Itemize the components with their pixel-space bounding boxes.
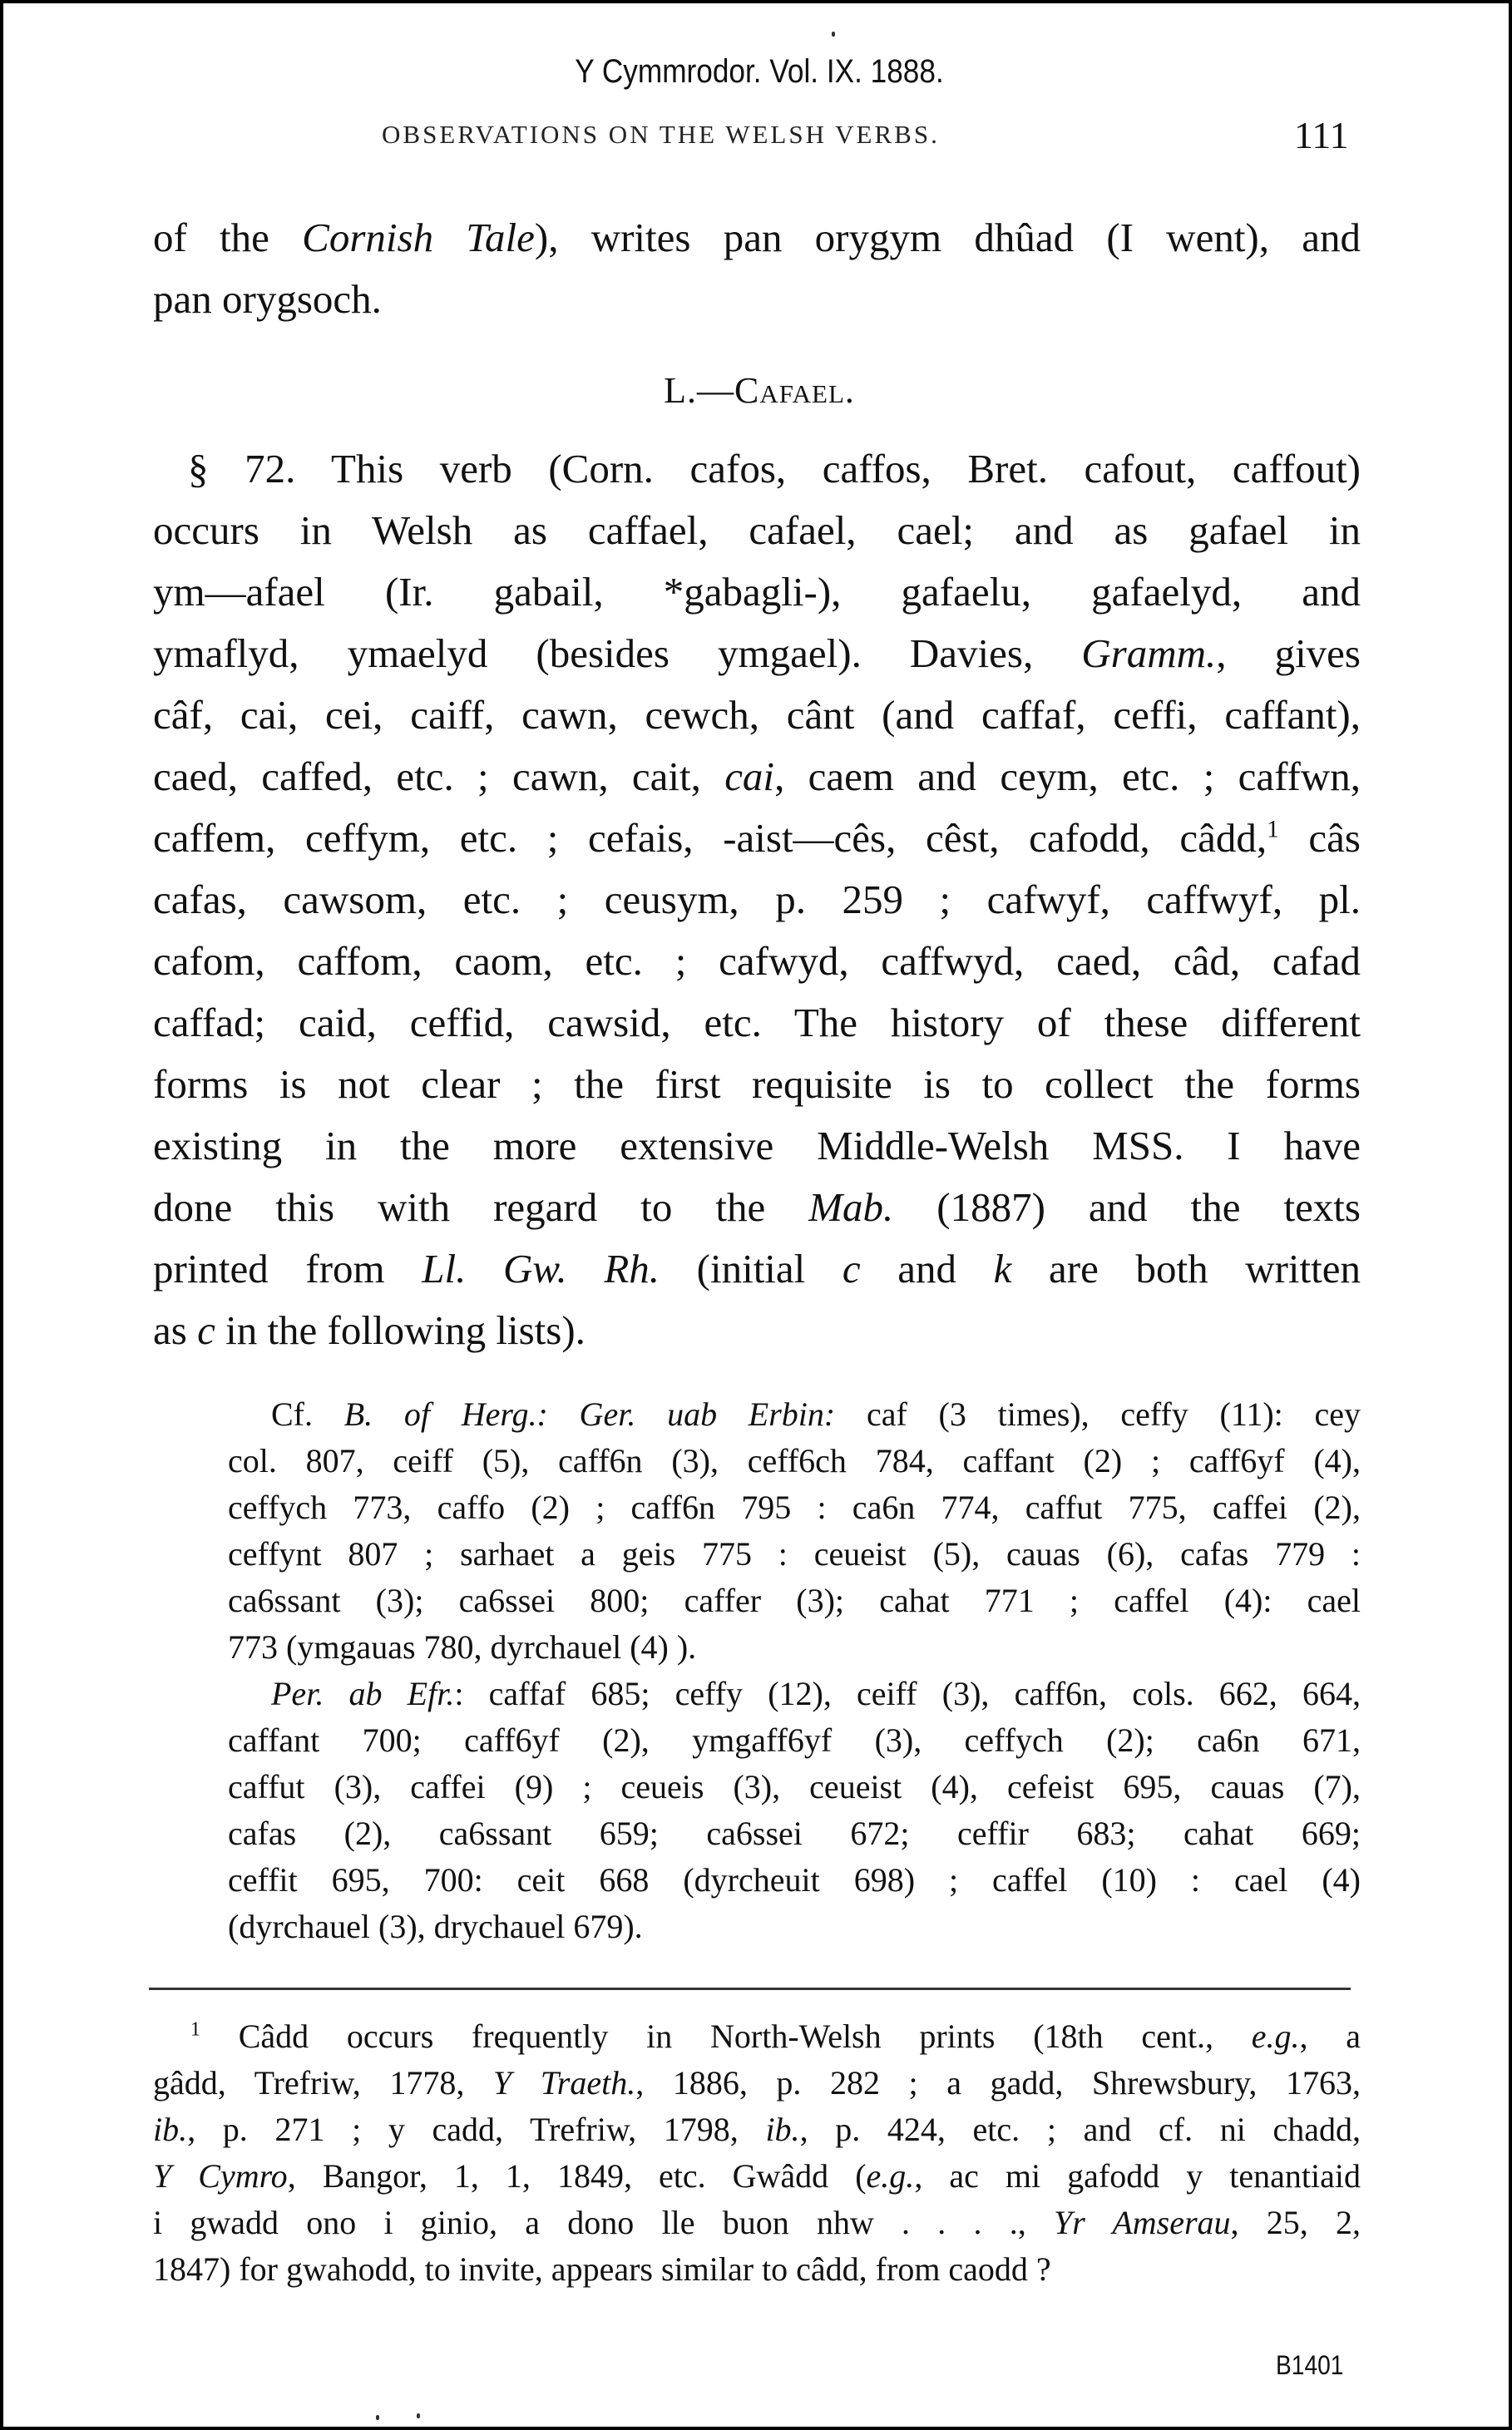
page-number: 111 xyxy=(1294,114,1349,156)
text-line: cafas, cawsom, etc. ; ceusym, p. 259 ; cafwyf, caffwyf, pl. xyxy=(153,877,1361,922)
text-line: caffem, ceffym, etc. ; cefais, -aist—cês, cêst, cafodd, câdd,$^1$ câs xyxy=(153,815,1361,861)
note-line: (dyrchauel (3), drychauel 679). xyxy=(228,1908,643,1945)
note-line: caffant 700; caff6yf (2), ymgaff6yf (3), ceffych (2); ca6n 671, xyxy=(228,1721,1361,1759)
text-line: done this with regard to the Mab. (1887) and the texts xyxy=(153,1184,1361,1230)
text-line: ym—afael (Ir. gabail, *gabagli-), gafaelu, gafaelyd, and xyxy=(153,569,1361,615)
text-line: câf, cai, cei, caiff, cawn, cewch, cânt (and caffaf, ceffi, caffant), xyxy=(153,692,1361,738)
section-heading: L.—Cafael. xyxy=(664,370,855,411)
text-line: occurs in Welsh as caffael, cafael, cael; and as gafael in xyxy=(153,507,1361,553)
footnote-line: gâdd, Trefriw, 1778, Y Traeth., 1886, p. 282 ; a gadd, Shrewsbury, 1763, xyxy=(153,2064,1361,2102)
text-line: caffad; caid, ceffid, cawsid, etc. The history of these different xyxy=(153,1000,1361,1045)
catalog-id: B1401 xyxy=(1276,2350,1344,2380)
note-line: cafas (2), ca6ssant 659; ca6ssei 672; ceffir 683; cahat 669; xyxy=(228,1815,1361,1852)
footnote-line: $^1$ Câdd occurs frequently in North-Welsh prints (18th cent., e.g., a xyxy=(190,2018,1361,2055)
note-line: Cf. B. of Herg.: Ger. uab Erbin: caf (3 times), ceffy (11): cey xyxy=(271,1395,1361,1433)
text-line: ymaflyd, ymaelyd (besides ymgael). Davies, Gramm., gives xyxy=(153,630,1361,676)
text-line: § 72. This verb (Corn. cafos, caffos, Bret. cafout, caffout) xyxy=(188,446,1361,491)
note-line: ca6ssant (3); ca6ssei 800; caffer (3); cahat 771 ; caffel (4): cael xyxy=(228,1582,1361,1619)
text-line: forms is not clear ; the first requisite is to collect the forms xyxy=(153,1061,1361,1107)
footnote-line: i gwadd ono i ginio, a dono lle buon nhw . . . ., Yr Amserau, 25, 2, xyxy=(153,2204,1361,2241)
note-line: ceffynt 807 ; sarhaet a geis 775 : ceueist (5), cauas (6), cafas 779 : xyxy=(228,1535,1361,1573)
scan-speck xyxy=(376,2415,379,2420)
note-line: caffut (3), caffei (9) ; ceueis (3), ceueist (4), cefeist 695, cauas (7), xyxy=(228,1768,1361,1805)
text-line: printed from Ll. Gw. Rh. (initial c and k are both written xyxy=(153,1246,1361,1292)
note-line: ceffych 773, caffo (2) ; caff6n 795 : ca6n 774, caffut 775, caffei (2), xyxy=(228,1489,1361,1526)
footnote-line: ib., p. 271 ; y cadd, Trefriw, 1798, ib., p. 424, etc. ; and cf. ni chadd, xyxy=(153,2111,1361,2148)
footnote-line: Y Cymro, Bangor, 1, 1, 1849, etc. Gwâdd (e.g., ac mi gafodd y tenantiaid xyxy=(153,2157,1361,2195)
scan-speck xyxy=(832,32,835,37)
scan-speck xyxy=(417,2413,420,2418)
text-line: pan orygsoch. xyxy=(153,276,382,322)
source-title: Y Cymmrodor. Vol. IX. 1888. xyxy=(575,53,944,90)
footnote-line: 1847) for gwahodd, to invite, appears similar to câdd, from caodd ? xyxy=(153,2250,1051,2288)
note-line: Per. ab Efr.: caffaf 685; ceffy (12), ceiff (3), caff6n, cols. 662, 664, xyxy=(271,1675,1361,1712)
text-line: as c in the following lists). xyxy=(153,1307,586,1353)
note-line: ceffit 695, 700: ceit 668 (dyrcheuit 698) ; caffel (10) : cael (4) xyxy=(228,1861,1361,1899)
text-line: existing in the more extensive Middle-Welsh MSS. I have xyxy=(153,1123,1361,1168)
note-line: col. 807, ceiff (5), caff6n (3), ceff6ch 784, caffant (2) ; caff6yf (4), xyxy=(228,1442,1361,1479)
footnote-rule xyxy=(149,1988,1351,1990)
text-line: cafom, caffom, caom, etc. ; cafwyd, caffwyd, caed, câd, cafad xyxy=(153,938,1361,984)
running-head: OBSERVATIONS ON THE WELSH VERBS. xyxy=(382,120,940,149)
note-line: 773 (ymgauas 780, dyrchauel (4) ). xyxy=(228,1628,697,1666)
text-line: caed, caffed, etc. ; cawn, cait, cai, caem and ceym, etc. ; caffwn, xyxy=(153,753,1361,799)
text-line: of the Cornish Tale), writes pan orygym dhûad (I went), and xyxy=(153,215,1361,260)
